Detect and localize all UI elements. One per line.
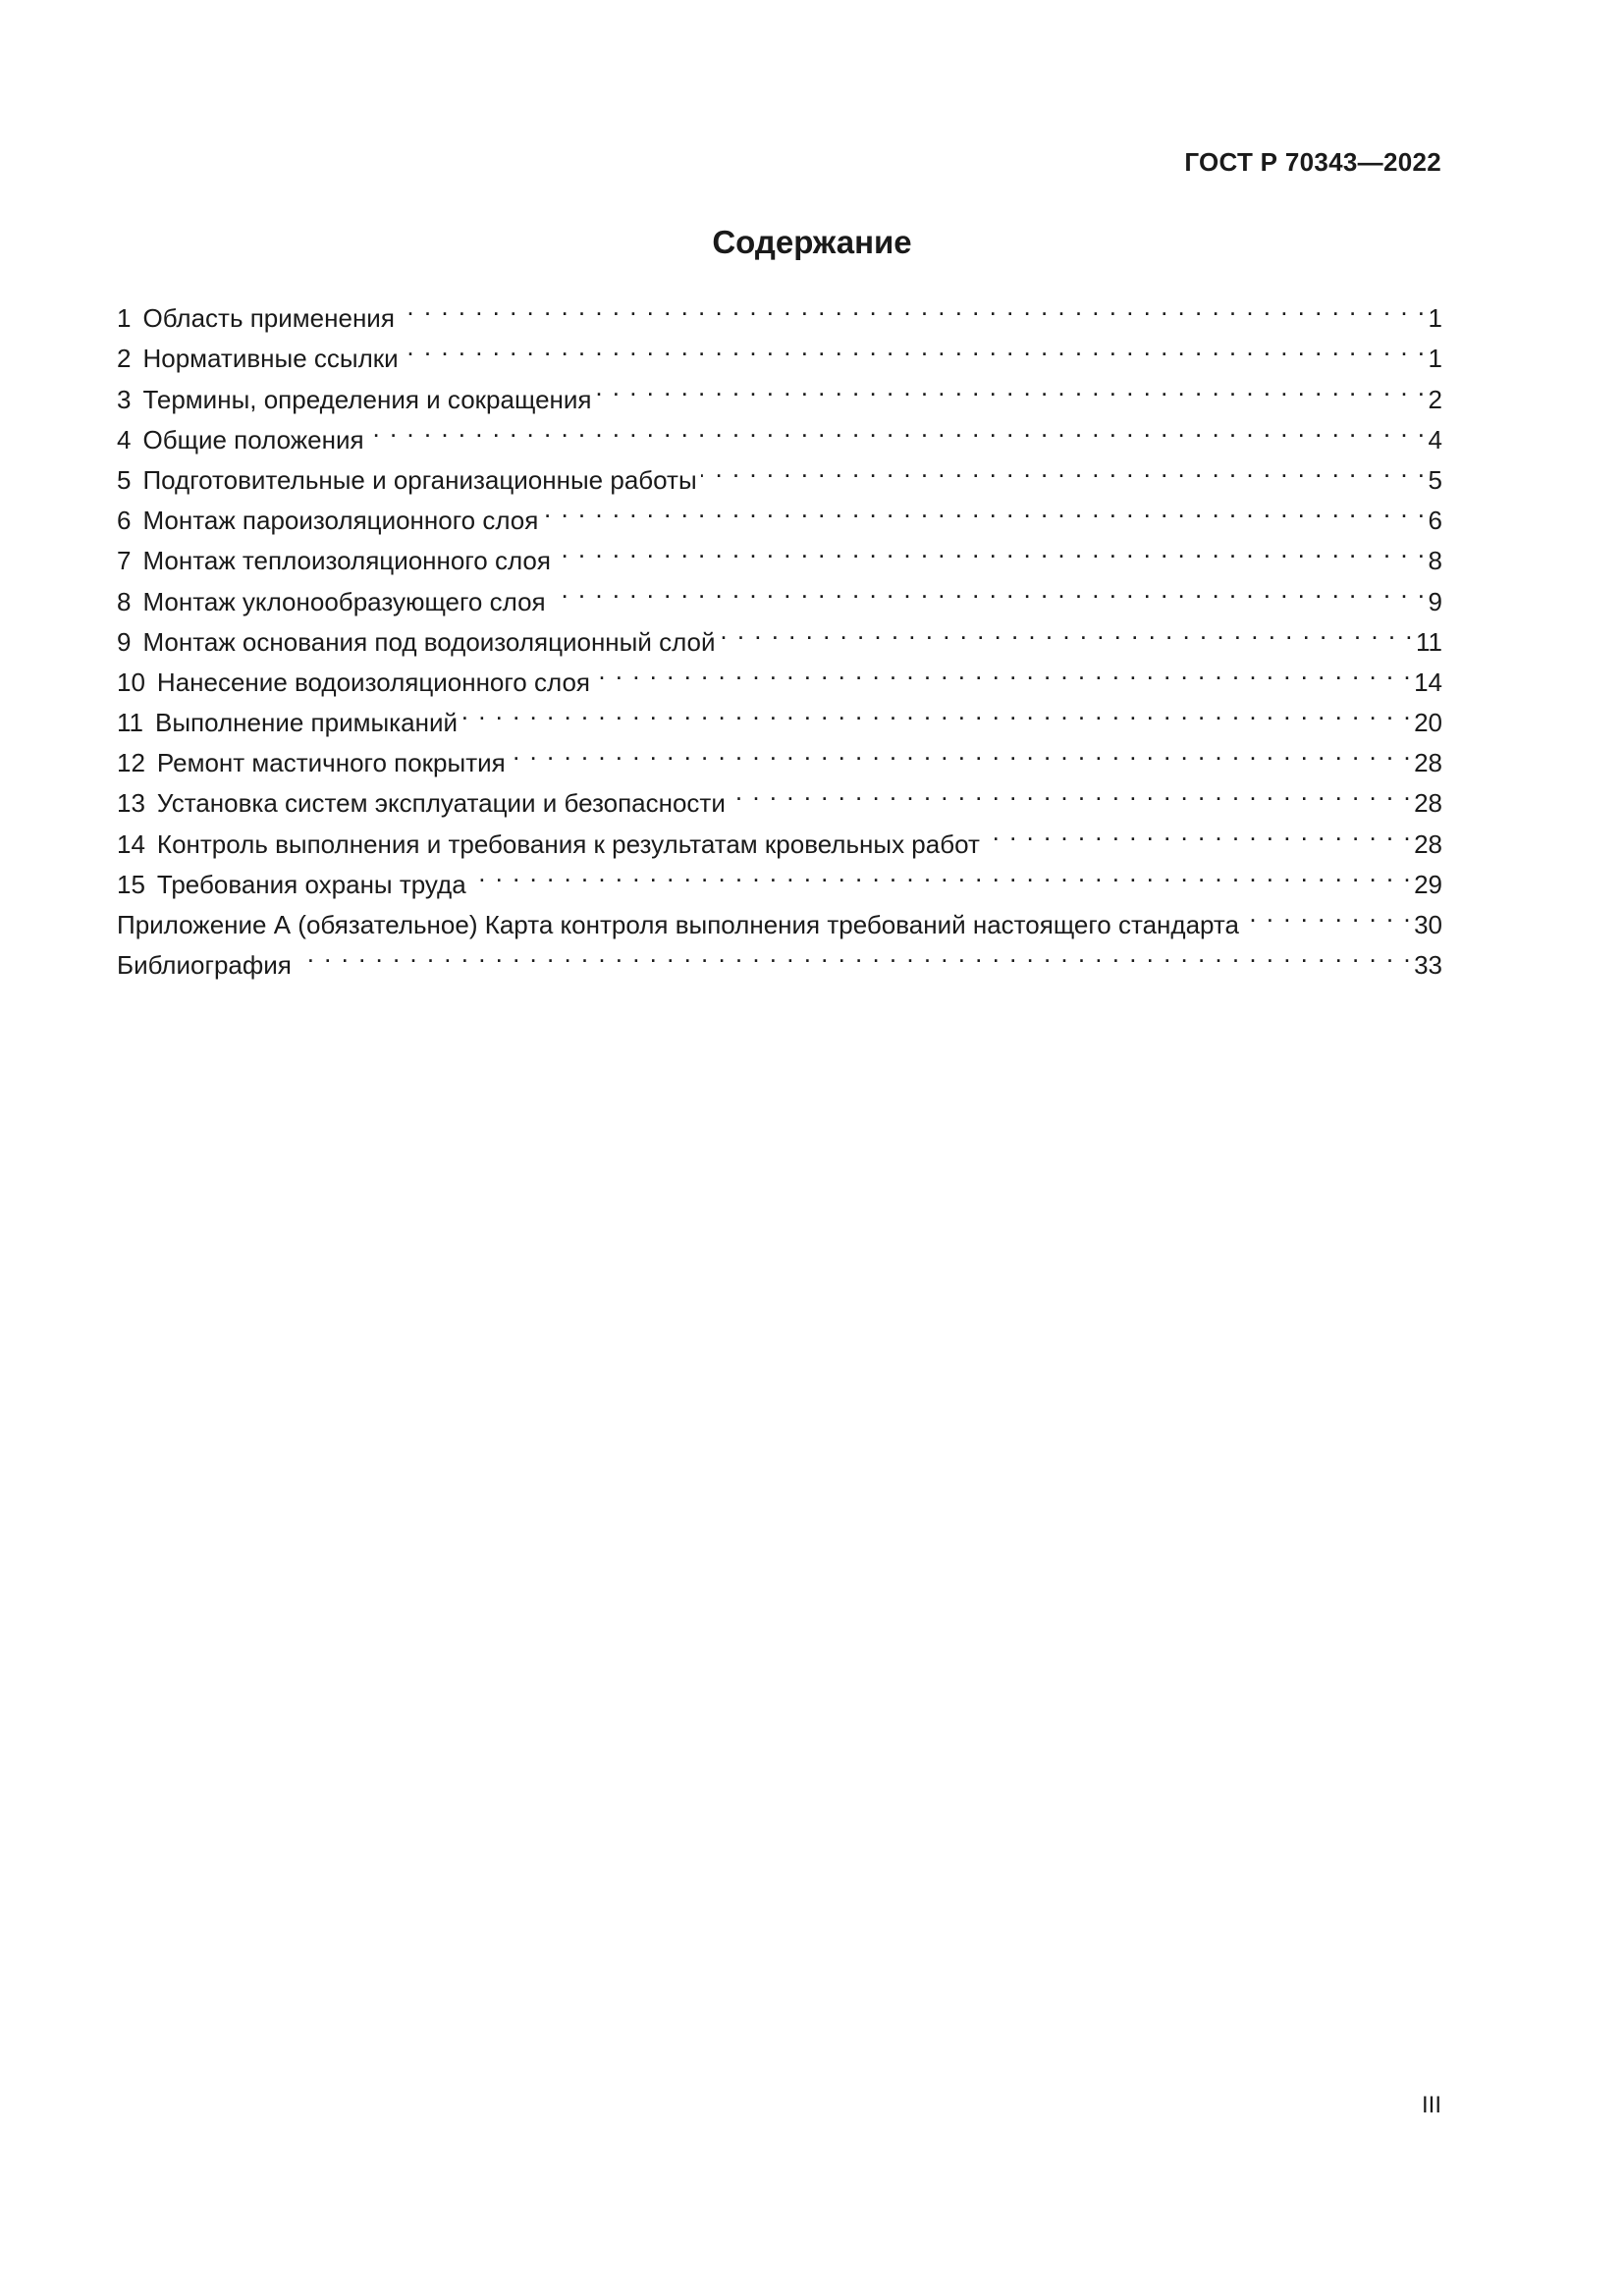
toc-dot-leader — [1243, 893, 1412, 934]
toc-entry-number: 14 — [117, 828, 145, 859]
toc-entry-page: 4 — [1428, 424, 1442, 454]
toc-dot-leader — [720, 611, 1414, 651]
toc-entry-number: 15 — [117, 869, 145, 899]
toc-entry-page: 14 — [1414, 667, 1442, 697]
toc-entry[interactable] — [117, 934, 1442, 981]
toc-entry-page: 9 — [1428, 586, 1442, 616]
toc-entry-page: 29 — [1414, 869, 1442, 899]
toc-entry-title: Монтаж уклонообразующего слоя — [142, 586, 546, 616]
toc-entry-title: Термины, определения и сокращения — [142, 384, 592, 414]
toc-entry-title: Монтаж теплоизоляционного слоя — [142, 546, 551, 576]
toc-entry-title: Приложение А (обязательное) Карта контроля выполнения требований настоящего стандарта — [117, 910, 1240, 939]
toc-entry-page: 28 — [1414, 788, 1442, 819]
toc-dot-leader — [550, 569, 1427, 610]
toc-dot-leader — [461, 691, 1412, 731]
toc-entry[interactable] — [117, 287, 1442, 334]
toc-dot-leader — [470, 853, 1412, 893]
toc-dot-leader — [403, 327, 1427, 367]
toc-entry-title: Монтаж основания под водоизоляционный слой — [142, 626, 716, 657]
toc-entry-page: 1 — [1428, 344, 1442, 374]
toc-entry-number: 6 — [117, 506, 132, 536]
toc-entry-page: 1 — [1428, 303, 1442, 334]
toc-dot-leader — [510, 731, 1412, 772]
toc-dot-leader — [555, 529, 1427, 569]
document-code: ГОСТ Р 70343—2022 — [1184, 147, 1441, 177]
toc-entry-number: 5 — [117, 464, 132, 495]
toc-entry-page: 28 — [1414, 828, 1442, 859]
toc-entry-number: 11 — [117, 708, 143, 738]
toc-entry-title: Нанесение водоизоляционного слоя — [156, 667, 590, 697]
toc-entry-title: Монтаж пароизоляционного слоя — [142, 506, 539, 536]
toc-entry-page: 11 — [1416, 626, 1442, 657]
toc-entry-title: Выполнение примыканий — [155, 708, 458, 738]
toc-dot-leader — [296, 934, 1412, 974]
toc-entry-number: 2 — [117, 344, 132, 374]
toc-dot-leader — [701, 449, 1427, 489]
toc-entry-page: 5 — [1428, 464, 1442, 495]
toc-entry-title: Ремонт мастичного покрытия — [156, 748, 506, 778]
toc-entry-title: Библиография — [117, 950, 292, 981]
toc-dot-leader — [368, 408, 1427, 449]
toc-entry-title: Установка систем эксплуатации и безопасности — [156, 788, 726, 819]
toc-entry-number: 12 — [117, 748, 145, 778]
toc-entry-number: 4 — [117, 424, 132, 454]
toc-dot-leader — [542, 489, 1426, 529]
toc-entry-page: 6 — [1428, 506, 1442, 536]
toc-entry-page: 33 — [1414, 950, 1442, 981]
toc-entry-number: 7 — [117, 546, 132, 576]
toc-entry-title: Область применения — [142, 303, 395, 334]
toc-entry-title: Контроль выполнения и требования к результатам кровельных работ — [156, 828, 980, 859]
toc-entry-title: Общие положения — [142, 424, 364, 454]
toc-entry-title: Нормативные ссылки — [142, 344, 399, 374]
toc-entry-number: 10 — [117, 667, 145, 697]
toc-entry-title: Требования охраны труда — [156, 869, 466, 899]
toc-entry-title: Подготовительные и организационные работы — [142, 464, 697, 495]
table-of-contents — [117, 287, 1442, 981]
toc-dot-leader — [596, 367, 1427, 407]
toc-dot-leader — [984, 812, 1412, 852]
toc-entry-page: 2 — [1428, 384, 1442, 414]
toc-entry-number: 13 — [117, 788, 145, 819]
toc-dot-leader — [399, 287, 1427, 327]
toc-entry-number: 8 — [117, 586, 132, 616]
toc-entry-page: 30 — [1414, 910, 1442, 939]
toc-entry-page: 8 — [1428, 546, 1442, 576]
toc-dot-leader — [730, 772, 1412, 812]
toc-dot-leader — [594, 651, 1412, 691]
toc-entry-page: 20 — [1414, 708, 1442, 738]
toc-title: Содержание — [712, 224, 912, 260]
toc-entry-number: 9 — [117, 626, 132, 657]
toc-entry-number: 1 — [117, 303, 132, 334]
toc-entry-page: 28 — [1414, 748, 1442, 778]
page-number: III — [1421, 2092, 1441, 2118]
toc-entry-number: 3 — [117, 384, 132, 414]
